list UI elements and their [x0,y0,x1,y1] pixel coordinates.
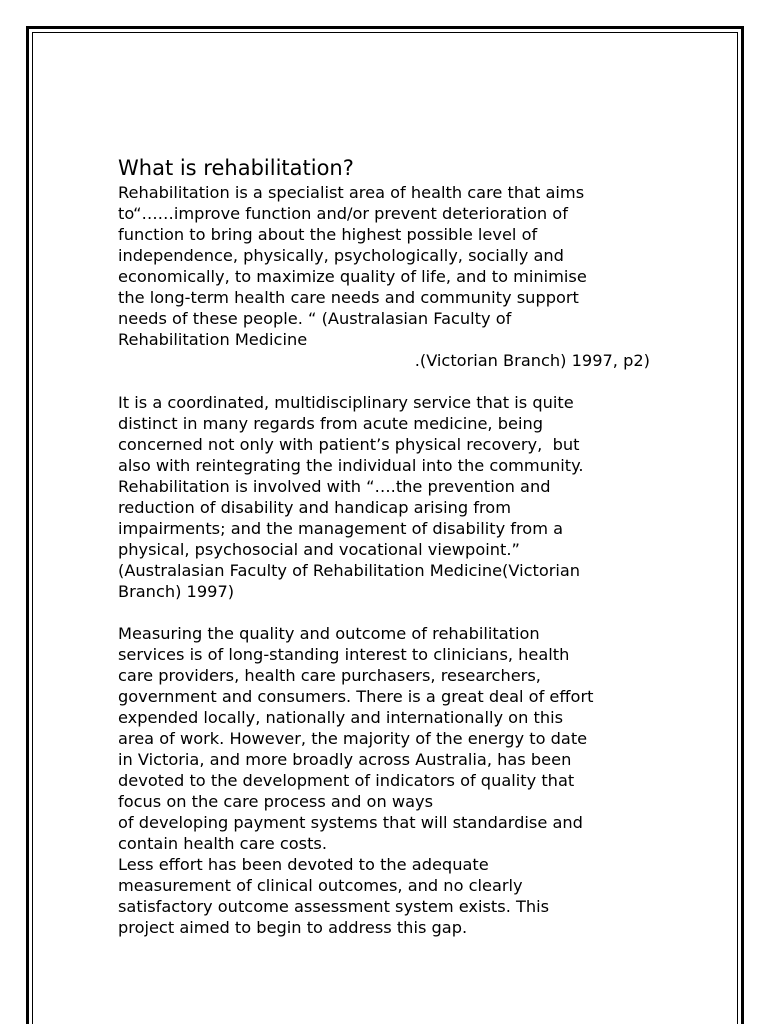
text-line: impairments; and the management of disability from a [118,519,564,538]
text-line: the long-term health care needs and community support [118,288,579,307]
text-line: It is a coordinated, multidisciplinary service that is quite [118,393,574,412]
text-line: Less effort has been devoted to the adequate [118,855,489,874]
text-line: measurement of clinical outcomes, and no clearly [118,876,523,895]
text-line: focus on the care process and on ways [118,792,434,811]
paragraph-spacer [118,602,658,623]
citation: .(Victorian Branch) 1997, p2) [414,351,650,370]
text-line: also with reintegrating the individual into the community. [118,456,584,475]
text-line: expended locally, nationally and internationally on this [118,708,564,727]
paragraph-service [118,392,658,602]
text-line: services is of long-standing interest to clinicians, health [118,645,570,664]
paragraph-quality-outcome [118,623,658,938]
paragraph-spacer [118,371,658,392]
text-line: care providers, health care purchasers, researchers, [118,666,541,685]
text-line: Rehabilitation Medicine [118,330,308,349]
text-line: (Australasian Faculty of Rehabilitation Medicine(Victorian [118,561,581,580]
text-line: of developing payment systems that will standardise and [118,813,583,832]
text-line: government and consumers. There is a great deal of effort [118,687,594,706]
text-line: contain health care costs. [118,834,328,853]
text-line: to“……improve function and/or prevent deterioration of [118,204,568,223]
text-line: Measuring the quality and outcome of rehabilitation [118,624,540,643]
text-line: reduction of disability and handicap arising from [118,498,511,517]
text-line: function to bring about the highest possible level of [118,225,538,244]
paragraph-definition [118,182,658,371]
text-line: economically, to maximize quality of life, and to minimise [118,267,587,286]
text-line: physical, psychosocial and vocational viewpoint.” [118,540,520,559]
text-line: needs of these people. “ (Australasian Faculty of [118,309,512,328]
page-title: What is rehabilitation? [118,156,354,180]
document-body [118,154,658,938]
text-line: satisfactory outcome assessment system exists. This [118,897,550,916]
text-line: distinct in many regards from acute medicine, being [118,414,543,433]
text-line: Branch) 1997) [118,582,235,601]
text-line: Rehabilitation is a specialist area of health care that aims [118,183,585,202]
text-line: in Victoria, and more broadly across Australia, has been [118,750,572,769]
text-line: concerned not only with patient’s physical recovery, but [118,435,580,454]
text-line: devoted to the development of indicators of quality that [118,771,575,790]
text-line: Rehabilitation is involved with “….the prevention and [118,477,551,496]
text-line: area of work. However, the majority of the energy to date [118,729,588,748]
text-line: independence, physically, psychologically, socially and [118,246,564,265]
text-line: project aimed to begin to address this gap. [118,918,468,937]
